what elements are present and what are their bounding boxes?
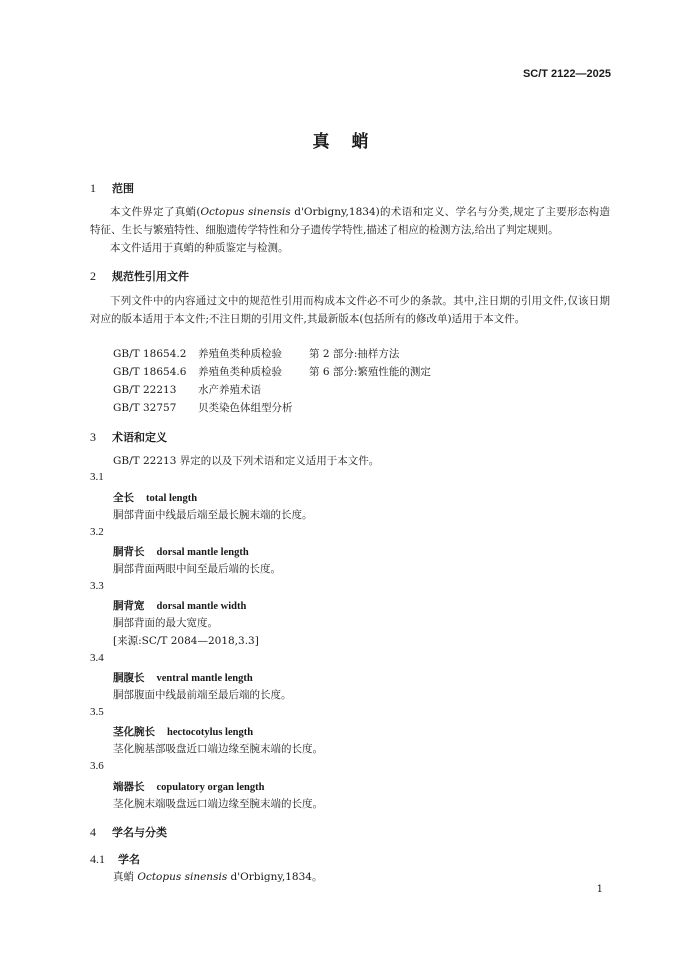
term-zh: 端器长 [113,781,145,793]
term-en: copulatory organ length [156,782,265,793]
subsection-4-1-heading [90,851,140,867]
section-title: 学名与分类 [112,826,167,839]
term-en: total length [146,493,198,504]
term-definition: 茎化腕末端吸盘远口端边缘至腕末端的长度。 [113,798,323,810]
term-entry [113,724,253,739]
term-number: 3.2 [90,526,104,538]
reference-title: 养殖鱼类种质检验 [198,348,282,360]
section-4-heading [90,824,167,840]
term-en: hectocotylus length [167,727,254,738]
term-definition: 胴部背面两眼中间至最后端的长度。 [113,563,281,575]
term-entry [113,490,197,505]
name-author: d'Orbigny,1834。 [227,871,323,883]
subsection-number: 4.1 [90,852,105,866]
term-definition: 胴部腹面中线最前端至最后端的长度。 [113,689,292,701]
term-zh: 胴背宽 [113,600,145,612]
reference-part: 第 2 部分:抽样方法 [309,348,400,360]
section-number: 3 [90,430,96,444]
scope-paragraph [90,203,610,239]
term-en: dorsal mantle length [156,547,249,558]
reference-title: 养殖鱼类种质检验 [198,366,282,378]
term-zh: 胴腹长 [113,672,145,684]
page-title: 真蛸 [312,132,391,152]
term-zh: 胴背长 [113,546,145,558]
term-number: 3.1 [90,471,104,483]
term-number: 3.6 [90,760,104,772]
reference-code: GB/T 32757 [113,402,177,414]
section-3-heading [90,429,167,445]
term-en: dorsal mantle width [156,601,247,612]
reference-title: 贝类染色体组型分析 [198,402,293,414]
term-definition: 胴部背面中线最后端至最长腕末端的长度。 [113,509,313,521]
section-title: 范围 [112,182,134,195]
term-number: 3.3 [90,580,104,592]
section-1-heading [90,180,134,196]
section-2-heading [90,268,189,284]
term-definition: 茎化腕基部吸盘近口端边缘至腕末端的长度。 [113,743,323,755]
scientific-name [113,869,322,884]
reference-part: 第 6 部分:繁殖性能的测定 [309,366,431,378]
term-entry [113,779,264,794]
terms-intro: GB/T 22213 界定的以及下列术语和定义适用于本文件。 [113,455,380,467]
scope-applicability: 本文件适用于真蛸的种质鉴定与检测。 [110,242,289,254]
reference-title: 水产养殖术语 [198,384,261,396]
subsection-title: 学名 [118,853,140,866]
latin-name: Octopus sinensis [137,871,228,883]
term-definition: 胴部背面的最大宽度。 [113,617,218,629]
term-zh: 茎化腕长 [113,726,155,738]
normative-references-paragraph: 下列文件中的内容通过文中的规范性引用而构成本文件必不可少的条款。其中,注日期的引用文件,仅该日期对应的版本适用于本文件;不注日期的引用文件,其最新版本(包括所有的修改单)适用于本文件。 [90,295,610,325]
common-name: 真蛸 [113,871,138,883]
term-entry [113,544,249,559]
page-number: 1 [596,884,603,895]
term-en: ventral mantle length [156,673,253,684]
text-run: 本文件界定了真蛸( [110,206,201,218]
reference-item [113,364,431,379]
term-entry [113,598,246,613]
section-title: 规范性引用文件 [112,270,189,283]
standard-code: SC/T 2122—2025 [522,68,611,80]
section-number: 2 [90,269,96,283]
section-number: 1 [90,181,96,195]
section-number: 4 [90,825,96,839]
section-title: 术语和定义 [112,431,167,444]
term-entry [113,670,253,685]
term-number: 3.4 [90,652,104,664]
latin-name: Octopus sinensis [200,206,291,218]
term-source: [来源:SC/T 2084—2018,3.3] [113,635,259,647]
reference-code: GB/T 18654.6 [113,366,187,378]
term-zh: 全长 [113,492,134,504]
reference-code: GB/T 18654.2 [113,348,187,360]
reference-item [113,346,399,361]
term-number: 3.5 [90,706,104,718]
text-run: d'Orbigny,1834)的术语和定义、学名与分类,规定了主要形态构造特征、生长与繁殖特性、细胞遗传学特性和分子遗传学特性,描述了相应的检测方法,给出了判定规则。 [90,206,610,236]
reference-item [113,400,293,415]
reference-code: GB/T 22213 [113,384,177,396]
reference-item [113,382,261,397]
